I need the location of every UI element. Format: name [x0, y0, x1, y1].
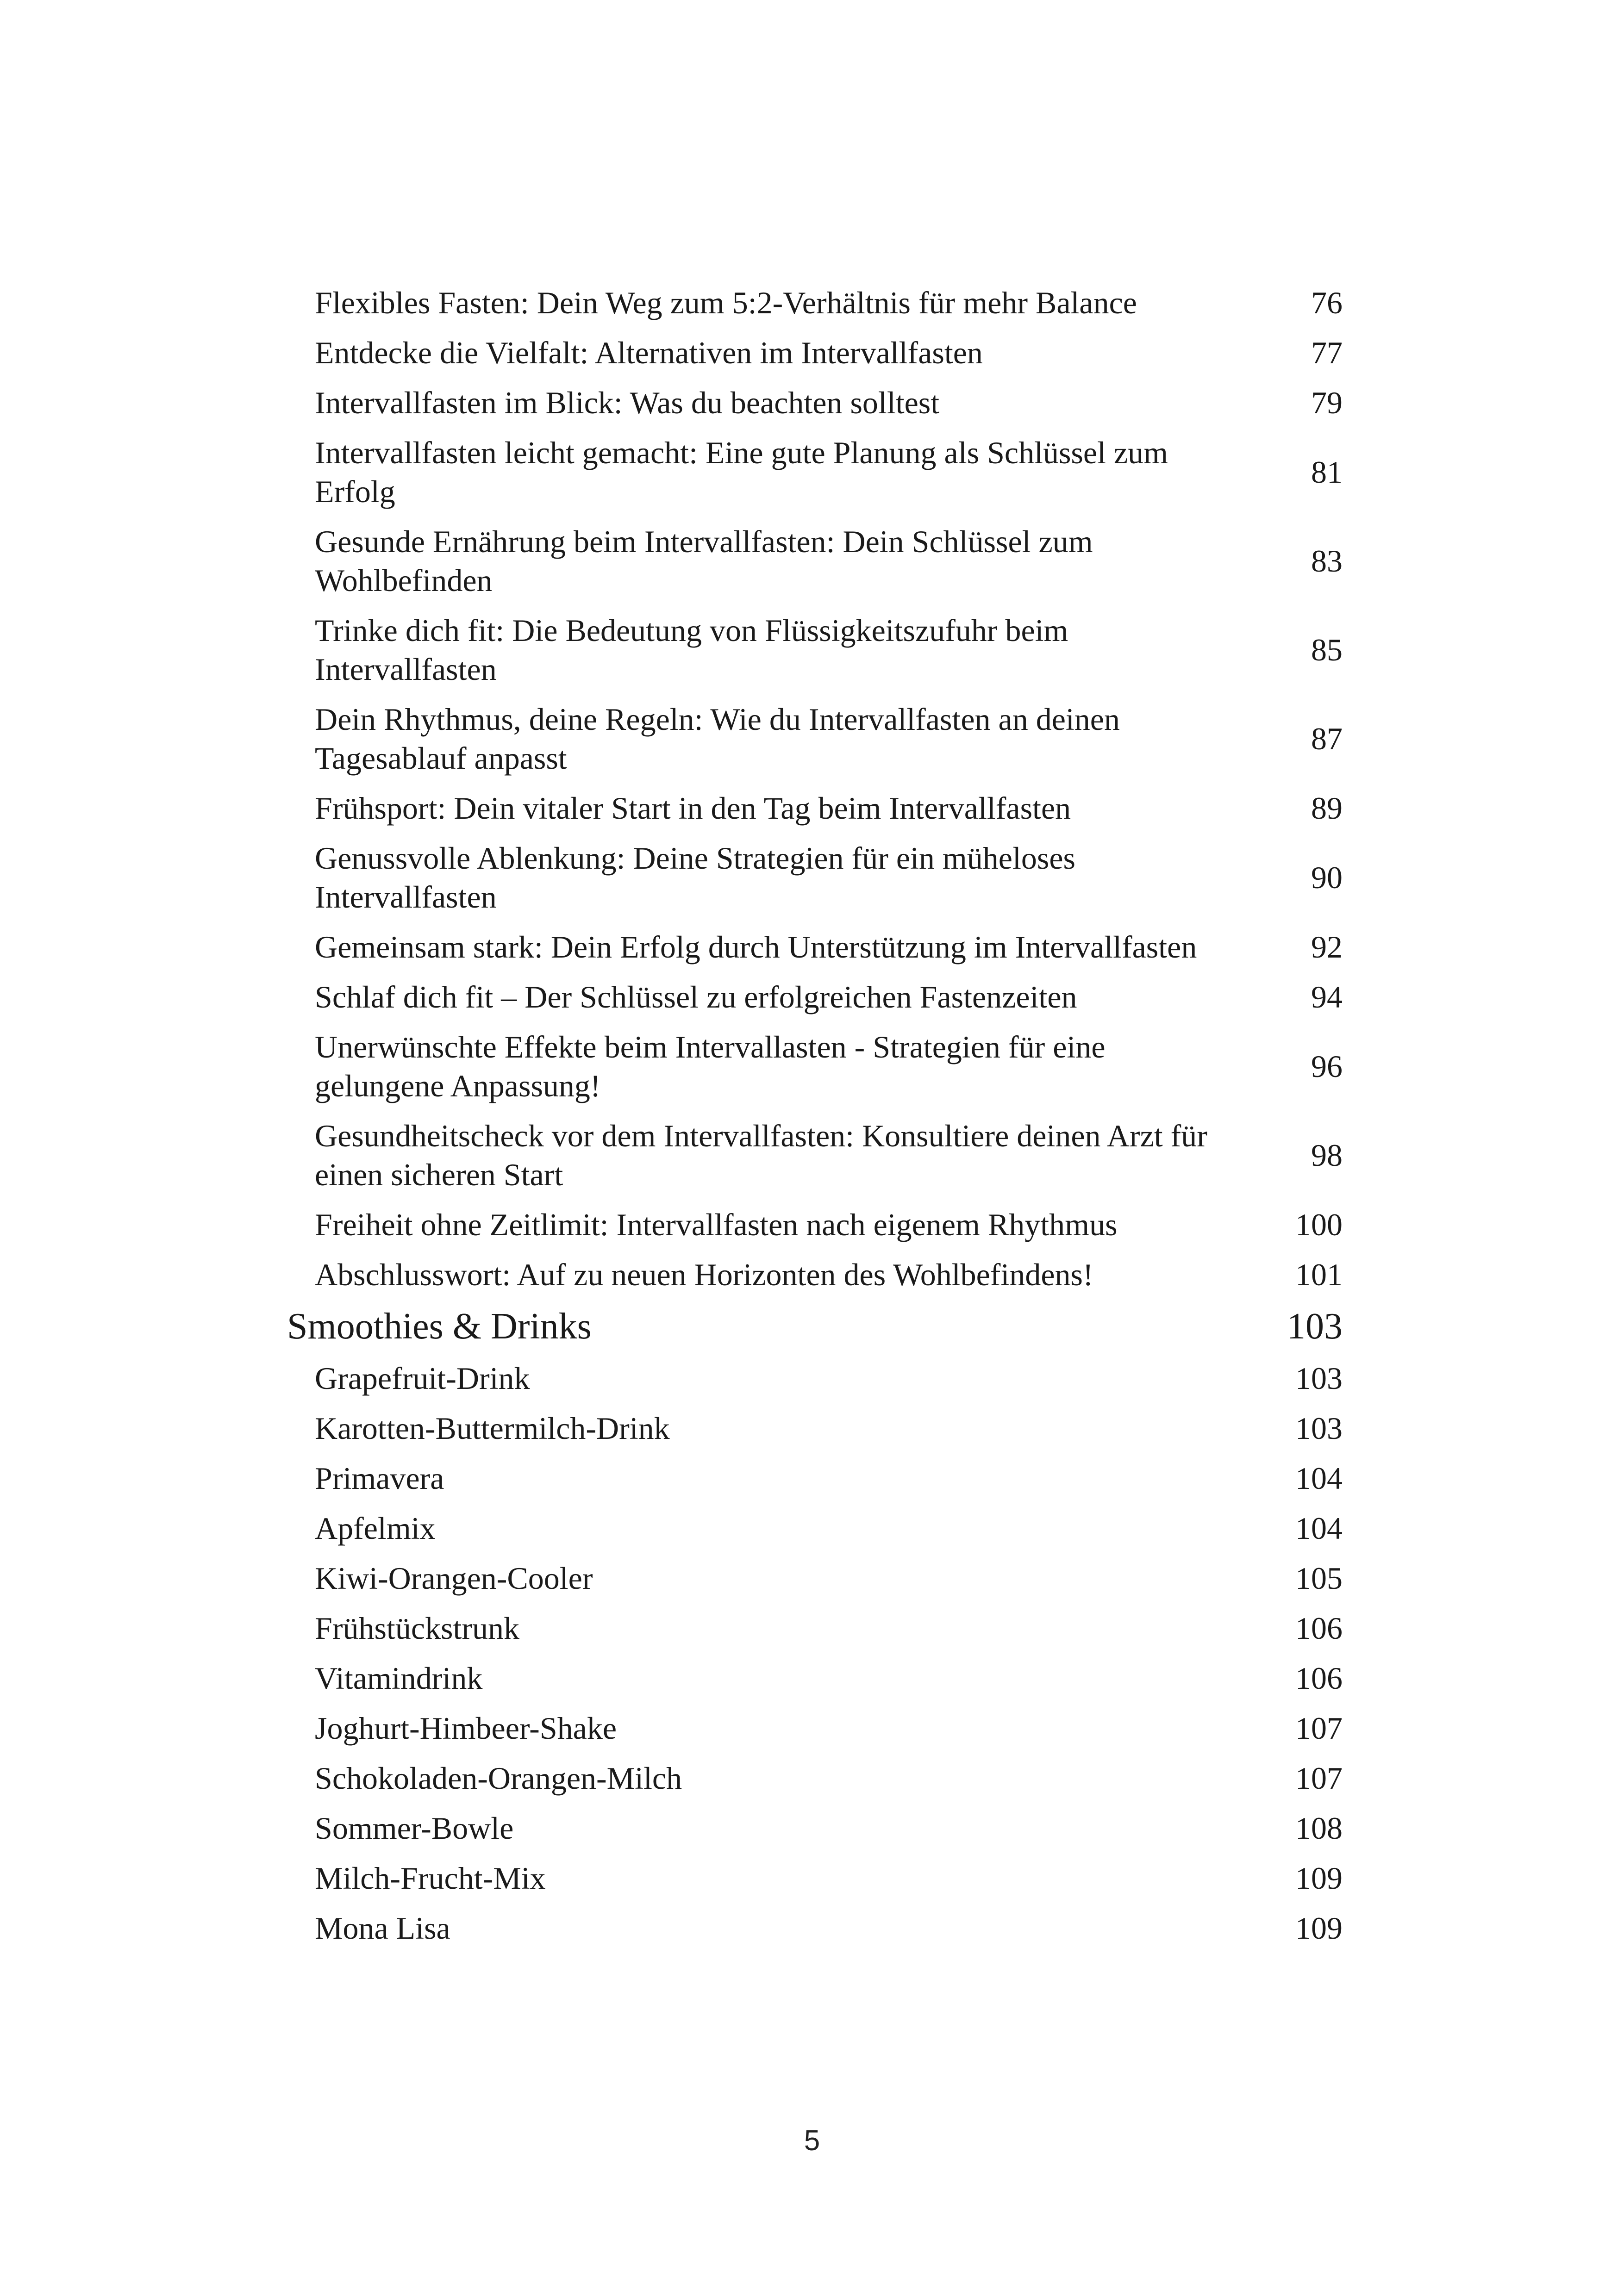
toc-entry-page: 89	[1311, 790, 1343, 826]
toc-entry-title: Kiwi-Orangen-Cooler	[315, 1561, 593, 1596]
toc-entry-title: Frühstückstrunk	[315, 1611, 519, 1646]
toc-entry[interactable]	[287, 972, 1343, 1022]
toc-entry[interactable]	[287, 1200, 1343, 1250]
toc-entry-page: 83	[1311, 543, 1343, 579]
toc-entry-title: Frühsport: Dein vitaler Start in den Tag beim Intervallfasten	[315, 790, 1071, 826]
toc-entry-page: 81	[1311, 454, 1343, 490]
toc-entry-page: 90	[1311, 860, 1343, 895]
toc-entry-title: Joghurt-Himbeer-Shake	[315, 1711, 617, 1746]
toc-entry-title: Trinke dich fit: Die Bedeutung von Flüssigkeitszufuhr beim Intervallfasten	[315, 613, 1068, 687]
toc-entry-title: Primavera	[315, 1461, 444, 1496]
toc-recipe-entry[interactable]	[287, 1553, 1343, 1603]
toc-recipe-entry[interactable]	[287, 1753, 1343, 1803]
toc-entry[interactable]	[287, 1022, 1343, 1111]
toc-entry-title: Entdecke die Vielfalt: Alternativen im Intervallfasten	[315, 335, 983, 370]
toc-entry[interactable]	[287, 605, 1343, 694]
toc-entry-title: Karotten-Buttermilch-Drink	[315, 1411, 670, 1446]
toc-entry-page: 108	[1295, 1811, 1343, 1846]
toc-entry-title: Abschlusswort: Auf zu neuen Horizonten des Wohlbefindens!	[315, 1257, 1093, 1292]
toc-recipe-entry[interactable]	[287, 1703, 1343, 1753]
toc-entry-page: 77	[1311, 335, 1343, 370]
toc-entry-page: 106	[1295, 1661, 1343, 1696]
toc-entry-title: Flexibles Fasten: Dein Weg zum 5:2-Verhältnis für mehr Balance	[315, 285, 1137, 320]
toc-entry[interactable]	[287, 278, 1343, 328]
toc-entry-page: 104	[1295, 1511, 1343, 1546]
toc-entry[interactable]	[287, 1250, 1343, 1300]
toc-entry-page: 100	[1295, 1207, 1343, 1242]
toc-recipe-entry[interactable]	[287, 1353, 1343, 1403]
toc-entry[interactable]	[287, 694, 1343, 783]
toc-entry-page: 109	[1295, 1860, 1343, 1896]
toc-entry-page: 76	[1311, 285, 1343, 320]
table-of-contents	[287, 278, 1343, 1953]
toc-entry-title: Vitamindrink	[315, 1661, 483, 1696]
toc-entry[interactable]	[287, 783, 1343, 833]
toc-entry[interactable]	[287, 428, 1343, 516]
toc-entry[interactable]	[287, 516, 1343, 605]
toc-recipe-entry[interactable]	[287, 1403, 1343, 1453]
toc-entry-page: 87	[1311, 721, 1343, 756]
toc-entry-page: 79	[1311, 385, 1343, 420]
toc-entry-title: Intervallfasten leicht gemacht: Eine gute Planung als Schlüssel zum Erfolg	[315, 435, 1168, 509]
toc-entry[interactable]	[287, 922, 1343, 972]
toc-entry[interactable]	[287, 1111, 1343, 1200]
toc-entry-title: Sommer-Bowle	[315, 1811, 514, 1846]
toc-entry-title: Dein Rhythmus, deine Regeln: Wie du Intervallfasten an deinen Tagesablauf anpasst	[315, 702, 1120, 776]
toc-recipe-entry[interactable]	[287, 1653, 1343, 1703]
toc-section-heading[interactable]	[287, 1300, 1343, 1353]
toc-entry-page: 103	[1295, 1361, 1343, 1396]
toc-entry-title: Mona Lisa	[315, 1910, 450, 1946]
toc-entry-page: 104	[1295, 1461, 1343, 1496]
toc-entry-title: Intervallfasten im Blick: Was du beachten solltest	[315, 385, 940, 420]
toc-entry-title: Gesundheitscheck vor dem Intervallfasten: Konsultiere deinen Arzt für einen sicheren Start	[315, 1118, 1207, 1192]
toc-entry-title: Gemeinsam stark: Dein Erfolg durch Unterstützung im Intervallfasten	[315, 929, 1197, 964]
toc-entry-title: Genussvolle Ablenkung: Deine Strategien für ein müheloses Intervallfasten	[315, 840, 1075, 915]
toc-entry-page: 106	[1295, 1611, 1343, 1646]
toc-entry-title: Freiheit ohne Zeitlimit: Intervallfasten nach eigenem Rhythmus	[315, 1207, 1118, 1242]
toc-recipe-entry[interactable]	[287, 1853, 1343, 1903]
toc-entry-page: 107	[1295, 1761, 1343, 1796]
toc-entry-page: 105	[1295, 1561, 1343, 1596]
toc-entry[interactable]	[287, 833, 1343, 922]
toc-entry-page: 101	[1295, 1257, 1343, 1292]
toc-recipe-entry[interactable]	[287, 1603, 1343, 1653]
toc-entry-title: Grapefruit-Drink	[315, 1361, 530, 1396]
toc-entry-page: 98	[1311, 1138, 1343, 1173]
toc-entry-title: Schlaf dich fit – Der Schlüssel zu erfolgreichen Fastenzeiten	[315, 979, 1077, 1014]
toc-recipe-entry[interactable]	[287, 1503, 1343, 1553]
toc-entry-page: 103	[1295, 1411, 1343, 1446]
toc-entry-page: 94	[1311, 979, 1343, 1014]
toc-entry-page: 107	[1295, 1711, 1343, 1746]
toc-entry-title: Schokoladen-Orangen-Milch	[315, 1761, 682, 1796]
toc-entry-title: Gesunde Ernährung beim Intervallfasten: Dein Schlüssel zum Wohlbefinden	[315, 524, 1093, 598]
toc-recipe-entry[interactable]	[287, 1453, 1343, 1503]
toc-recipe-entry[interactable]	[287, 1903, 1343, 1953]
toc-entry-title: Unerwünschte Effekte beim Intervallasten - Strategien für eine gelungene Anpassung!	[315, 1029, 1106, 1103]
toc-section-page: 103	[1287, 1306, 1343, 1347]
toc-entry-page: 92	[1311, 929, 1343, 964]
toc-recipe-entry[interactable]	[287, 1803, 1343, 1853]
toc-entry[interactable]	[287, 378, 1343, 428]
toc-entry-page: 85	[1311, 632, 1343, 667]
toc-section-title: Smoothies & Drinks	[287, 1306, 592, 1347]
toc-entry-title: Milch-Frucht-Mix	[315, 1860, 546, 1896]
toc-entry-page: 96	[1311, 1049, 1343, 1084]
page-number: 5	[804, 2125, 820, 2157]
toc-entry-title: Apfelmix	[315, 1511, 436, 1546]
toc-entry[interactable]	[287, 328, 1343, 378]
toc-entry-page: 109	[1295, 1910, 1343, 1946]
